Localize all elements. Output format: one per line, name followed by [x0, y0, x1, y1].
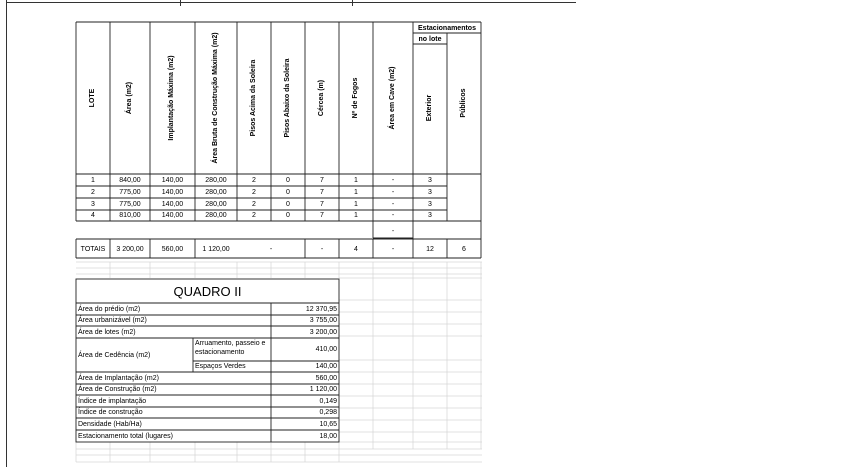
- cell-cercea: 7: [320, 177, 324, 184]
- cell-area-bruta: 280,00: [205, 189, 227, 196]
- cell-area-cave: -: [391, 189, 395, 196]
- quadro-label: Índice de implantação: [78, 398, 147, 405]
- col-header-cercea: Cércea (m): [318, 79, 325, 117]
- col-header-pisos-acima: Pisos Acima da Soleira: [250, 59, 257, 137]
- quadro-sublabel: Arruamento, passeio e estacionamento: [195, 340, 266, 356]
- totals-label: TOTAIS: [80, 246, 106, 253]
- col-header-lote: LOTE: [89, 88, 96, 108]
- cell-area-bruta: 280,00: [205, 212, 227, 219]
- cell-fogos: 1: [354, 189, 358, 196]
- header-no-lote: no lote: [418, 36, 442, 43]
- quadro-value: 10,65: [319, 421, 337, 428]
- header-estacionamentos: Estacionamentos: [418, 25, 476, 32]
- col-header-exterior: Exterior: [426, 94, 433, 122]
- quadro-value: 410,00: [315, 346, 337, 353]
- cell-implantacao: 140,00: [161, 189, 184, 196]
- cell-cercea: 7: [320, 212, 324, 219]
- cell-implantacao: 140,00: [161, 177, 184, 184]
- cell-lote: 3: [91, 201, 95, 208]
- quadro-value: 1 120,00: [309, 386, 337, 393]
- cell-area-bruta: 280,00: [205, 177, 227, 184]
- cell-extra-dash: -: [391, 228, 395, 235]
- cell-implantacao: 140,00: [161, 201, 184, 208]
- quadro-label: Área de Implantação (m2): [78, 375, 159, 382]
- col-header-pisos-abaixo: Pisos Abaixo da Soleira: [284, 58, 291, 138]
- cell-fogos: 1: [354, 177, 358, 184]
- cell-area: 840,00: [119, 177, 141, 184]
- quadro-label: Área de Construção (m2): [78, 386, 157, 393]
- cell-lote: 2: [91, 189, 95, 196]
- totals-fogos: 4: [354, 246, 358, 253]
- cell-fogos: 1: [354, 201, 358, 208]
- totals-publicos: 6: [462, 246, 466, 253]
- quadro-title: QUADRO II: [173, 284, 242, 299]
- cell-pisos-abaixo: 0: [286, 189, 290, 196]
- quadro-label: Estacionamento total (lugares): [78, 433, 173, 440]
- quadro-label: Área do prédio (m2): [78, 306, 141, 313]
- totals-pisos: -: [269, 246, 273, 253]
- cell-pisos-abaixo: 0: [286, 212, 290, 219]
- quadro-value: 18,00: [319, 433, 337, 440]
- col-header-implantacao: Implantação Máxima (m2): [168, 55, 175, 141]
- cell-exterior: 3: [428, 201, 432, 208]
- quadro-value: 140,00: [315, 363, 337, 370]
- totals-cercea: -: [320, 246, 324, 253]
- cell-area: 810,00: [119, 212, 141, 219]
- cell-pisos-acima: 2: [252, 177, 256, 184]
- quadro-label: Área de Cedência (m2): [78, 352, 151, 359]
- cell-fogos: 1: [354, 212, 358, 219]
- col-header-area-bruta: Área Bruta de Construção Máxima (m2): [212, 32, 219, 164]
- cell-cercea: 7: [320, 189, 324, 196]
- totals-area-bruta: 1 120,00: [202, 246, 230, 253]
- totals-area: 3 200,00: [116, 246, 144, 253]
- cell-area-cave: -: [391, 212, 395, 219]
- cell-pisos-acima: 2: [252, 201, 256, 208]
- cell-lote: 1: [91, 177, 95, 184]
- cell-pisos-acima: 2: [252, 189, 256, 196]
- quadro-value: 3 755,00: [309, 317, 337, 324]
- cell-pisos-acima: 2: [252, 212, 256, 219]
- cell-lote: 4: [91, 212, 95, 219]
- quadro-label: Índice de construção: [78, 409, 143, 416]
- col-header-area-cave: Área em Cave (m2): [389, 66, 396, 130]
- quadro-value: 560,00: [315, 375, 337, 382]
- cell-exterior: 3: [428, 212, 432, 219]
- quadro-value: 12 370,95: [305, 306, 337, 313]
- cell-exterior: 3: [428, 177, 432, 184]
- cell-area-cave: -: [391, 177, 395, 184]
- cell-pisos-abaixo: 0: [286, 177, 290, 184]
- quadro-value: 0,149: [319, 398, 337, 405]
- cell-exterior: 3: [428, 189, 432, 196]
- totals-exterior: 12: [426, 246, 434, 253]
- totals-area-cave: -: [391, 246, 395, 253]
- cell-pisos-abaixo: 0: [286, 201, 290, 208]
- totals-implantacao: 560,00: [161, 246, 184, 253]
- cell-area: 775,00: [119, 201, 141, 208]
- quadro-sublabel: Espaços Verdes: [195, 363, 246, 370]
- quadro-label: Densidade (Hab/Ha): [78, 421, 142, 428]
- cell-cercea: 7: [320, 201, 324, 208]
- cell-area-cave: -: [391, 201, 395, 208]
- quadro-label: Área urbanizável (m2): [78, 317, 147, 324]
- cell-area: 775,00: [119, 189, 141, 196]
- col-header-fogos: Nº de Fogos: [352, 77, 359, 119]
- quadro-label: Área de lotes (m2): [78, 329, 136, 336]
- col-header-area: Área (m2): [126, 81, 133, 115]
- quadro-value: 3 200,00: [309, 329, 337, 336]
- col-header-publicos: Públicos: [460, 88, 467, 118]
- quadro-value: 0,298: [319, 409, 337, 416]
- cell-area-bruta: 280,00: [205, 201, 227, 208]
- cell-implantacao: 140,00: [161, 212, 184, 219]
